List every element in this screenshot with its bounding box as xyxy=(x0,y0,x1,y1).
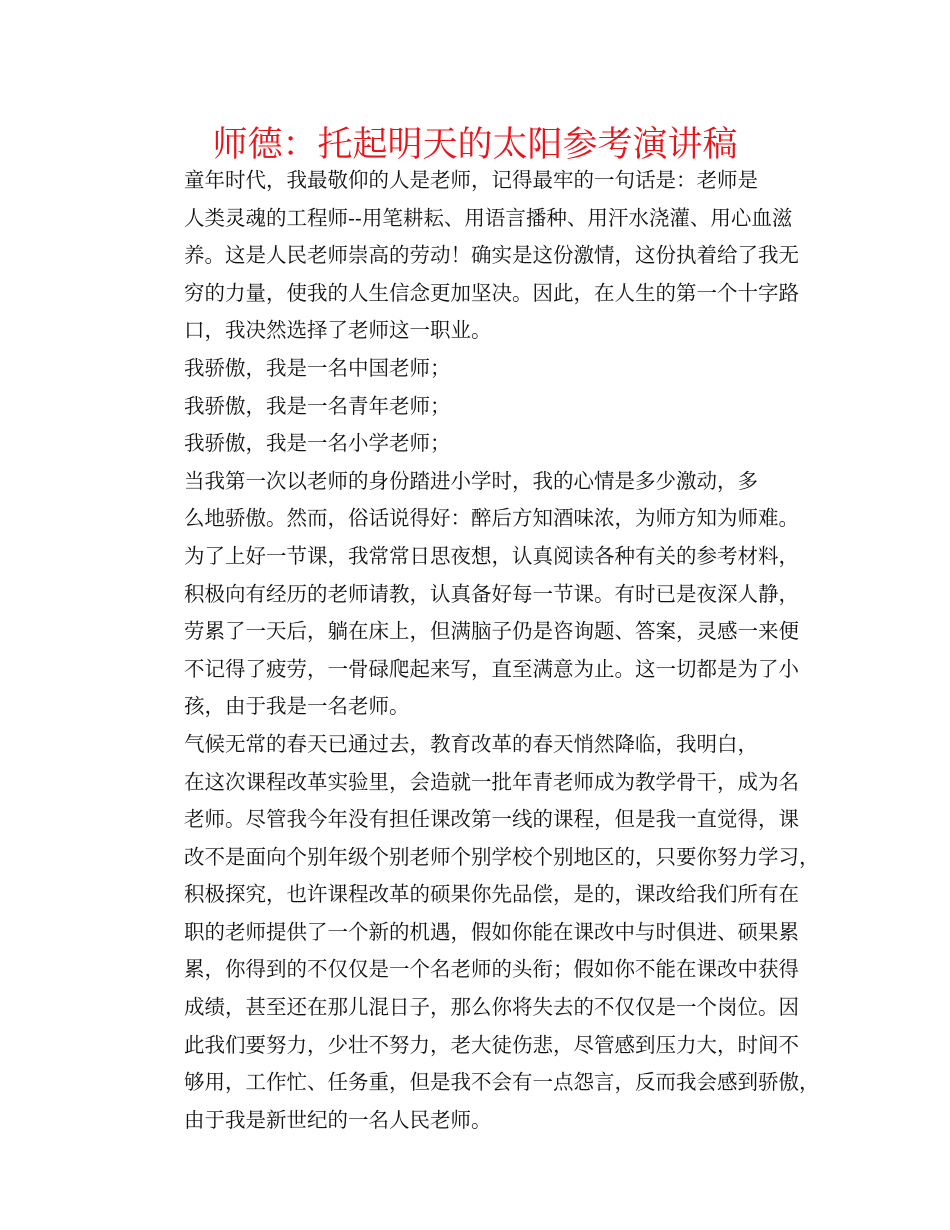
paragraph xyxy=(143,726,823,1140)
text-line: 孩，由于我是一名老师。 xyxy=(184,694,410,719)
text-line: 够用，工作忙、任务重，但是我不会有一点怨言，反而我会感到骄傲， xyxy=(184,1070,820,1095)
text-line: 职的老师提供了一个新的机遇，假如你能在课改中与时俱进、硕果累 xyxy=(184,919,799,944)
text-line: 当我第一次以老师的身份踏进小学时，我的心情是多少激动，多 xyxy=(184,468,758,493)
text-line: 积极探究，也许课程改革的硕果你先品偿，是的，课改给我们所有在 xyxy=(184,882,799,907)
text-line: 为了上好一节课，我常常日思夜想，认真阅读各种有关的参考材料， xyxy=(184,543,799,568)
paragraph xyxy=(143,162,823,350)
text-line: 劳累了一天后，躺在床上，但满脑子仍是咨询题、答案，灵感一来便 xyxy=(184,619,799,644)
text-line: 穷的力量，使我的人生信念更加坚决。因此，在人生的第一个十字路 xyxy=(184,280,799,305)
text-line: 老师。尽管我今年没有担任课改第一线的课程，但是我一直觉得，课 xyxy=(184,807,799,832)
document-title: 师德：托起明天的太阳参考演讲稿 xyxy=(212,125,738,165)
paragraph xyxy=(143,463,823,726)
text-line: 养。这是人民老师崇高的劳动！确实是这份激情，这份执着给了我无 xyxy=(184,243,799,268)
text-line: 此我们要努力，少壮不努力，老大徒伤悲，尽管感到压力大，时间不 xyxy=(184,1032,799,1057)
text-line: 改不是面向个别年级个别老师个别学校个别地区的，只要你努力学习， xyxy=(184,844,820,869)
paragraph xyxy=(143,388,823,426)
text-line: 不记得了疲劳，一骨碌爬起来写，直至满意为止。这一切都是为了小 xyxy=(184,656,799,681)
text-line: 在这次课程改革实验里，会造就一批年青老师成为教学骨干，成为名 xyxy=(184,769,799,794)
text-line: 积极向有经历的老师请教，认真备好每一节课。有时已是夜深人静， xyxy=(184,581,799,606)
text-line: 气候无常的春天已通过去，教育改革的春天悄然降临，我明白， xyxy=(184,731,758,756)
text-line: 么地骄傲。然而，俗话说得好：醉后方知酒味浓，为师方知为师难。 xyxy=(184,506,799,531)
text-line: 童年时代，我最敬仰的人是老师，记得最牢的一句话是：老师是 xyxy=(184,168,758,192)
paragraph xyxy=(143,350,823,388)
text-line: 由于我是新世纪的一名人民老师。 xyxy=(184,1107,492,1132)
text-line: 累，你得到的不仅仅是一个名老师的头衔；假如你不能在课改中获得 xyxy=(184,957,799,982)
text-line: 成绩，甚至还在那儿混日子，那么你将失去的不仅仅是一个岗位。因 xyxy=(184,995,799,1020)
document-body xyxy=(143,162,823,1139)
paragraph xyxy=(143,425,823,463)
text-line: 我骄傲，我是一名小学老师； xyxy=(184,431,451,456)
text-line: 人类灵魂的工程师--用笔耕耘、用语言播种、用汗水浇灌、用心血滋 xyxy=(184,205,793,230)
text-line: 我骄傲，我是一名青年老师； xyxy=(184,393,451,418)
text-line: 口，我决然选择了老师这一职业。 xyxy=(184,318,492,343)
text-line: 我骄傲，我是一名中国老师； xyxy=(184,355,451,380)
